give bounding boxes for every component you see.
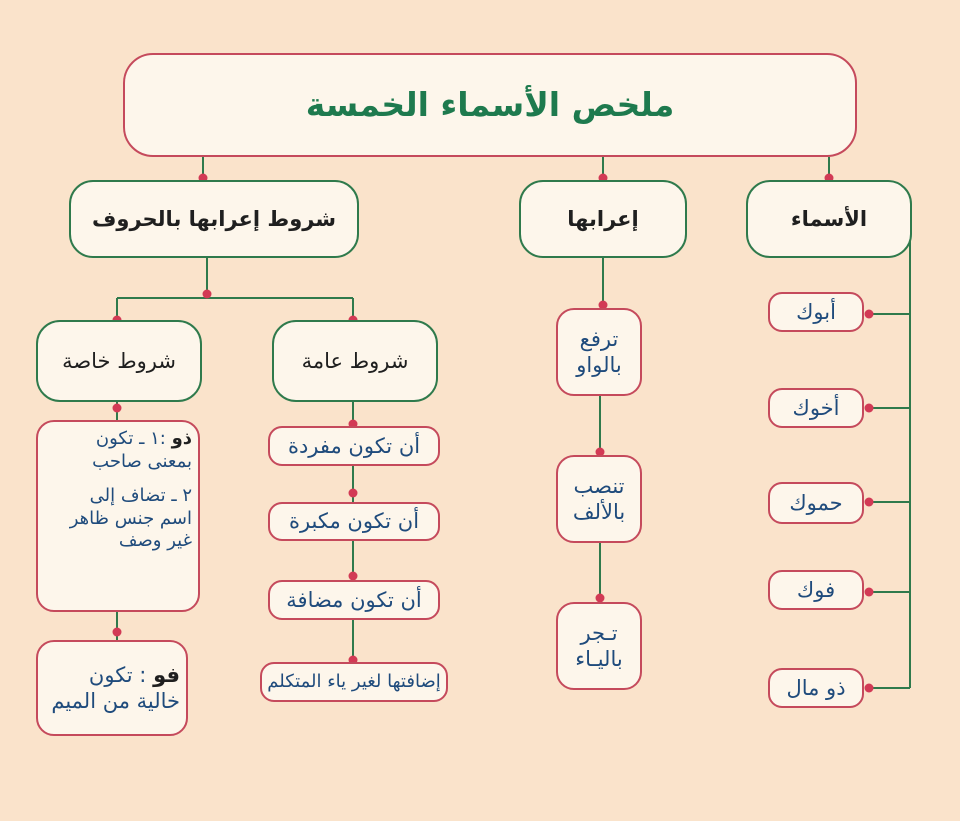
declension-header [519, 180, 687, 258]
fu-label: فو [153, 662, 180, 687]
dhu-condition-box [36, 420, 200, 612]
declension-case-line: بالواو [576, 353, 622, 377]
name-item [768, 570, 864, 610]
general-condition-text: أن تكون مفردة [287, 433, 421, 458]
name-item [768, 482, 864, 524]
declension-case [556, 455, 642, 543]
fu-line-1-text: : تكون [88, 662, 147, 687]
declension-header-text: إعرابها [567, 206, 639, 231]
dhu-line-4: اسم جنس ظاهر [69, 507, 192, 529]
special-conditions-header [36, 320, 202, 402]
general-conditions-header [272, 320, 438, 402]
special-conditions-title: شروط خاصة [62, 348, 176, 373]
diagram-title-text: ملخص الأسماء الخمسة [305, 85, 675, 125]
names-header-text: الأسماء [790, 206, 868, 231]
general-condition-text: أن تكون مكبرة [288, 509, 420, 534]
general-condition-text: أن تكون مضافة [286, 587, 422, 612]
declension-case-line: بالألف [572, 500, 626, 524]
conditions-header-text: شروط إعرابها بالحروف [92, 206, 336, 231]
conditions-header [69, 180, 359, 258]
dhu-label: ذو [171, 428, 192, 449]
declension-case-line: ترفع [579, 326, 619, 351]
declension-case-line: تـجر [580, 620, 618, 645]
general-condition-item [268, 580, 440, 620]
name-item-text: أبوك [796, 299, 836, 324]
declension-case-line: تنصب [573, 473, 625, 498]
name-item-text: ذو مال [786, 675, 846, 700]
diagram-title [123, 53, 857, 157]
declension-case [556, 308, 642, 396]
general-conditions-title: شروط عامة [301, 348, 409, 373]
declension-case-line: باليـاء [575, 647, 623, 671]
dhu-line-1 [44, 428, 192, 451]
name-item-text: حموك [789, 490, 843, 515]
name-item-text: أخوك [792, 395, 840, 420]
dhu-line-3: ٢ ـ تضاف إلى [89, 485, 192, 506]
names-header [746, 180, 912, 258]
dhu-line-5: غير وصف [118, 530, 192, 551]
fu-line-2: خالية من الميم [51, 689, 180, 713]
general-condition-item [268, 502, 440, 541]
fu-line-1 [44, 662, 180, 688]
dhu-line-2: بمعنى صاحب [92, 450, 192, 472]
name-item [768, 388, 864, 428]
general-condition-text: إضافتها لغير ياء المتكلم [267, 670, 441, 692]
declension-case [556, 602, 642, 690]
dhu-line-1-text: :١ ـ تكون [95, 428, 166, 449]
name-item [768, 292, 864, 332]
fu-condition-box [36, 640, 188, 736]
name-item [768, 668, 864, 708]
general-condition-item [268, 426, 440, 466]
general-condition-item [260, 662, 448, 702]
name-item-text: فوك [796, 577, 836, 602]
